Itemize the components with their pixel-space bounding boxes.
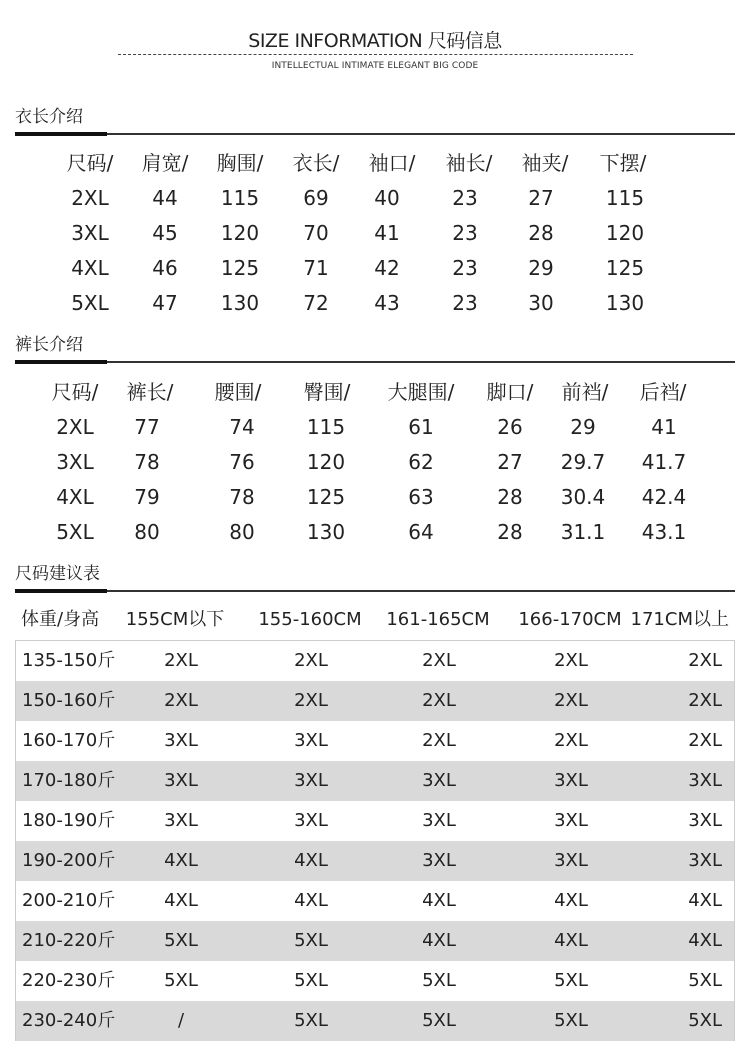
column-header: 胸围/ bbox=[216, 151, 264, 175]
table-cell: 31.1 bbox=[560, 520, 606, 544]
table-row bbox=[15, 640, 735, 681]
column-header: 脚口/ bbox=[486, 380, 534, 404]
table-cell: 115 bbox=[220, 186, 260, 210]
row-label: 230-240斤 bbox=[22, 1010, 116, 1031]
table-cell: 115 bbox=[306, 415, 346, 439]
row-label: 220-230斤 bbox=[22, 970, 116, 991]
row-label: 180-190斤 bbox=[22, 810, 116, 831]
row-label: 170-180斤 bbox=[22, 770, 116, 791]
table-row bbox=[0, 286, 750, 321]
table-cell: 76 bbox=[229, 450, 255, 474]
table-cell: 72 bbox=[303, 291, 329, 315]
table-cell: 23 bbox=[452, 256, 478, 280]
table-cell: 4XL bbox=[294, 850, 328, 871]
table-cell: 27 bbox=[497, 450, 523, 474]
table-cell: 2XL bbox=[688, 690, 722, 711]
table-cell: 28 bbox=[497, 485, 523, 509]
table-cell: 4XL bbox=[688, 890, 722, 911]
table-cell: 4XL bbox=[164, 850, 198, 871]
table-cell: 3XL bbox=[164, 810, 198, 831]
table-cell: 42.4 bbox=[641, 485, 687, 509]
table-row bbox=[15, 921, 735, 961]
table-cell: 40 bbox=[374, 186, 400, 210]
table-cell: 120 bbox=[220, 221, 260, 245]
table-cell: 2XL bbox=[422, 650, 456, 671]
table-cell: 62 bbox=[408, 450, 434, 474]
table-cell: 80 bbox=[229, 520, 255, 544]
table-cell: 2XL bbox=[554, 730, 588, 751]
table-cell: 3XL bbox=[422, 810, 456, 831]
table-cell: 80 bbox=[134, 520, 160, 544]
table-cell: 3XL bbox=[422, 770, 456, 791]
row-label: 150-160斤 bbox=[22, 690, 116, 711]
top-section-title: 衣长介绍 bbox=[15, 107, 83, 127]
top-section-divider bbox=[15, 133, 735, 135]
table-cell: 74 bbox=[229, 415, 255, 439]
table-cell: 29 bbox=[570, 415, 596, 439]
row-label: 210-220斤 bbox=[22, 930, 116, 951]
table-cell: 77 bbox=[134, 415, 160, 439]
table-cell: 5XL bbox=[688, 970, 722, 991]
column-header: 腰围/ bbox=[214, 380, 262, 404]
table-cell: 29.7 bbox=[560, 450, 606, 474]
table-cell: 23 bbox=[452, 291, 478, 315]
table-cell: 2XL bbox=[164, 650, 198, 671]
table-cell: 78 bbox=[134, 450, 160, 474]
table-cell: 71 bbox=[303, 256, 329, 280]
table-cell: 78 bbox=[229, 485, 255, 509]
column-header: 171CM以上 bbox=[630, 609, 729, 630]
table-cell: 3XL bbox=[422, 850, 456, 871]
table-cell: 2XL bbox=[164, 690, 198, 711]
column-header: 衣长/ bbox=[292, 151, 340, 175]
table-row bbox=[15, 841, 735, 881]
table-cell: 5XL bbox=[422, 1010, 456, 1031]
table-cell: 43.1 bbox=[641, 520, 687, 544]
column-header: 155-160CM bbox=[258, 609, 362, 630]
table-cell: 3XL bbox=[688, 850, 722, 871]
table-cell: 120 bbox=[605, 221, 645, 245]
table-cell: 2XL bbox=[294, 650, 328, 671]
column-header: 前裆/ bbox=[561, 380, 609, 404]
table-cell: 5XL bbox=[554, 970, 588, 991]
column-header: 161-165CM bbox=[386, 609, 490, 630]
table-cell: 130 bbox=[306, 520, 346, 544]
table-cell: 63 bbox=[408, 485, 434, 509]
recommend-section-title: 尺码建议表 bbox=[15, 564, 100, 584]
table-cell: 4XL bbox=[422, 890, 456, 911]
table-cell: 5XL bbox=[56, 520, 94, 544]
table-row bbox=[15, 761, 735, 801]
table-row bbox=[0, 216, 750, 251]
table-cell: 3XL bbox=[554, 850, 588, 871]
table-cell: 44 bbox=[152, 186, 178, 210]
table-cell: 4XL bbox=[164, 890, 198, 911]
row-label: 190-200斤 bbox=[22, 850, 116, 871]
table-row bbox=[15, 721, 735, 761]
column-header: 155CM以下 bbox=[125, 609, 225, 630]
table-cell: 4XL bbox=[422, 930, 456, 951]
pants-table-header bbox=[0, 375, 750, 410]
table-cell: 2XL bbox=[56, 415, 94, 439]
table-cell: 3XL bbox=[554, 770, 588, 791]
table-row bbox=[15, 1001, 735, 1041]
table-cell: 2XL bbox=[71, 186, 109, 210]
table-cell: 45 bbox=[152, 221, 178, 245]
table-row bbox=[0, 515, 750, 550]
column-header: 袖夹/ bbox=[521, 151, 569, 175]
table-cell: 41.7 bbox=[641, 450, 687, 474]
column-header: 尺码/ bbox=[66, 151, 114, 175]
column-header: 大腿围/ bbox=[387, 380, 455, 404]
table-cell: 5XL bbox=[688, 1010, 722, 1031]
table-cell: 3XL bbox=[164, 730, 198, 751]
table-cell: 3XL bbox=[294, 770, 328, 791]
table-cell: 5XL bbox=[164, 930, 198, 951]
table-row bbox=[15, 881, 735, 921]
table-cell: 64 bbox=[408, 520, 434, 544]
table-cell: 5XL bbox=[294, 970, 328, 991]
row-label: 160-170斤 bbox=[22, 730, 116, 751]
table-cell: 26 bbox=[497, 415, 523, 439]
table-cell: 3XL bbox=[294, 730, 328, 751]
table-cell: 125 bbox=[605, 256, 645, 280]
table-cell: 28 bbox=[497, 520, 523, 544]
row-label: 135-150斤 bbox=[22, 650, 116, 671]
table-cell: 125 bbox=[306, 485, 346, 509]
table-cell: 23 bbox=[452, 186, 478, 210]
table-cell: 130 bbox=[605, 291, 645, 315]
table-cell: 69 bbox=[303, 186, 329, 210]
table-cell: 2XL bbox=[688, 650, 722, 671]
table-cell: 3XL bbox=[71, 221, 109, 245]
row-label: 200-210斤 bbox=[22, 890, 116, 911]
page-subtitle: INTELLECTUAL INTIMATE ELEGANT BIG CODE bbox=[271, 61, 479, 71]
table-row bbox=[0, 251, 750, 286]
table-cell: 4XL bbox=[294, 890, 328, 911]
table-cell: 43 bbox=[374, 291, 400, 315]
table-cell: 130 bbox=[220, 291, 260, 315]
table-cell: 4XL bbox=[71, 256, 109, 280]
top-size-table bbox=[0, 146, 750, 321]
pants-section-divider bbox=[15, 361, 735, 363]
table-row bbox=[15, 961, 735, 1001]
table-cell: 79 bbox=[134, 485, 160, 509]
table-cell: 41 bbox=[651, 415, 677, 439]
table-cell: 27 bbox=[528, 186, 554, 210]
table-cell: 29 bbox=[528, 256, 554, 280]
pants-section-title: 裤长介绍 bbox=[15, 335, 83, 355]
table-cell: 5XL bbox=[554, 1010, 588, 1031]
table-cell: 4XL bbox=[56, 485, 94, 509]
table-cell: 3XL bbox=[164, 770, 198, 791]
column-header: 尺码/ bbox=[51, 380, 99, 404]
table-cell: 5XL bbox=[294, 930, 328, 951]
table-cell: 120 bbox=[306, 450, 346, 474]
column-header: 臀围/ bbox=[303, 380, 351, 404]
column-header: 裤长/ bbox=[126, 380, 174, 404]
table-row bbox=[0, 181, 750, 216]
title-dotted-divider bbox=[118, 54, 633, 55]
table-cell: 5XL bbox=[422, 970, 456, 991]
table-cell: 2XL bbox=[554, 650, 588, 671]
table-cell: 23 bbox=[452, 221, 478, 245]
table-cell: 30.4 bbox=[560, 485, 606, 509]
table-cell: 2XL bbox=[554, 690, 588, 711]
table-cell: 4XL bbox=[688, 930, 722, 951]
table-cell: 2XL bbox=[294, 690, 328, 711]
table-cell: 5XL bbox=[71, 291, 109, 315]
column-header: 袖长/ bbox=[445, 151, 493, 175]
table-cell: 28 bbox=[528, 221, 554, 245]
table-row bbox=[0, 480, 750, 515]
column-header: 袖口/ bbox=[368, 151, 416, 175]
table-cell: 3XL bbox=[688, 770, 722, 791]
table-row bbox=[15, 681, 735, 721]
top-table-header bbox=[0, 146, 750, 181]
table-cell: 5XL bbox=[164, 970, 198, 991]
table-cell: 30 bbox=[528, 291, 554, 315]
table-cell: 3XL bbox=[56, 450, 94, 474]
table-cell: 5XL bbox=[294, 1010, 328, 1031]
table-row bbox=[0, 410, 750, 445]
table-cell: 2XL bbox=[422, 690, 456, 711]
table-cell: 3XL bbox=[554, 810, 588, 831]
table-cell: 4XL bbox=[554, 890, 588, 911]
table-cell: 70 bbox=[303, 221, 329, 245]
column-header: 166-170CM bbox=[518, 609, 622, 630]
column-header: 体重/身高 bbox=[21, 609, 100, 630]
page-title: SIZE INFORMATION 尺码信息 bbox=[248, 30, 502, 52]
table-cell: 2XL bbox=[688, 730, 722, 751]
recommend-table bbox=[15, 600, 735, 1041]
table-cell: 41 bbox=[374, 221, 400, 245]
table-cell: 4XL bbox=[554, 930, 588, 951]
table-cell: / bbox=[177, 1010, 185, 1031]
table-cell: 3XL bbox=[294, 810, 328, 831]
recommend-table-header bbox=[15, 600, 735, 640]
table-cell: 46 bbox=[152, 256, 178, 280]
recommend-section-divider bbox=[15, 590, 735, 592]
column-header: 下摆/ bbox=[599, 151, 647, 175]
table-cell: 2XL bbox=[422, 730, 456, 751]
table-cell: 125 bbox=[220, 256, 260, 280]
table-cell: 61 bbox=[408, 415, 434, 439]
table-row bbox=[15, 801, 735, 841]
table-cell: 115 bbox=[605, 186, 645, 210]
pants-size-table bbox=[0, 375, 750, 550]
table-row bbox=[0, 445, 750, 480]
column-header: 后裆/ bbox=[639, 380, 687, 404]
table-cell: 3XL bbox=[688, 810, 722, 831]
table-cell: 42 bbox=[374, 256, 400, 280]
table-cell: 47 bbox=[152, 291, 178, 315]
column-header: 肩宽/ bbox=[141, 151, 189, 175]
